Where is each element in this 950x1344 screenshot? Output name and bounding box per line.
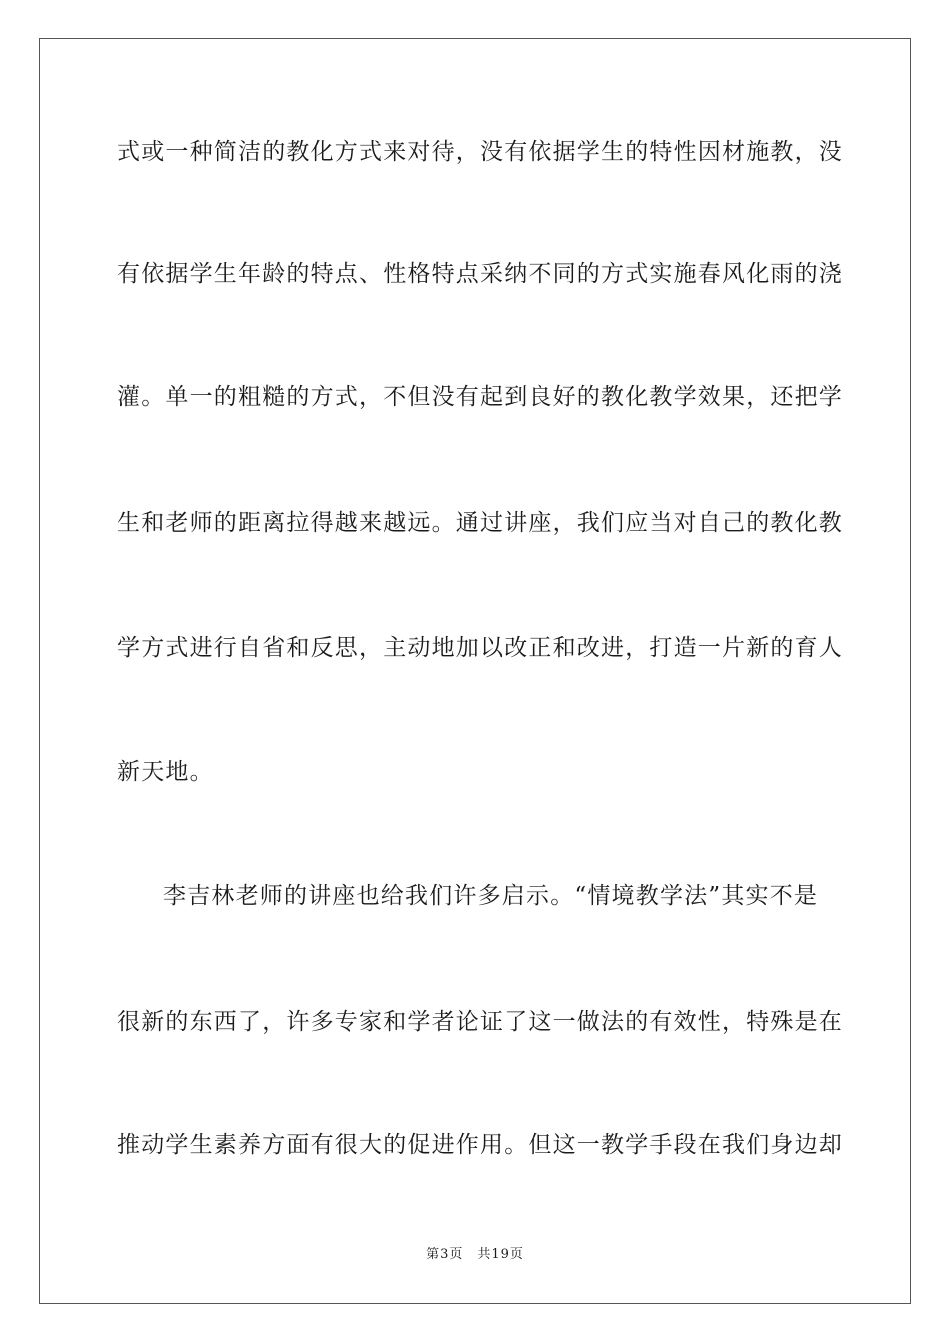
- text-line: 推动学生素养方面有很大的促进作用。但这一教学手段在我们身边却: [117, 1132, 843, 1158]
- text-line: 有依据学生年龄的特点、性格特点采纳不同的方式实施春风化雨的浇: [117, 261, 843, 287]
- text-line: 很新的东西了，许多专家和学者论证了这一做法的有效性，特殊是在: [117, 1009, 843, 1035]
- page-border: [39, 38, 911, 1304]
- text-line: 灌。单一的粗糙的方式，不但没有起到良好的教化教学效果，还把学: [117, 384, 843, 410]
- paragraph-first-line: 李吉林老师的讲座也给我们许多启示。“情境教学法”其实不是: [163, 883, 819, 909]
- text-line: 式或一种简洁的教化方式来对待，没有依据学生的特性因材施教，没: [117, 139, 843, 165]
- text-line: 生和老师的距离拉得越来越远。通过讲座，我们应当对自己的教化教: [117, 510, 843, 536]
- page-number-footer: 第3页 共19页: [426, 1247, 524, 1262]
- text-line: 新天地。: [117, 759, 214, 785]
- text-line: 学方式进行自省和反思，主动地加以改正和改进，打造一片新的育人: [117, 635, 843, 661]
